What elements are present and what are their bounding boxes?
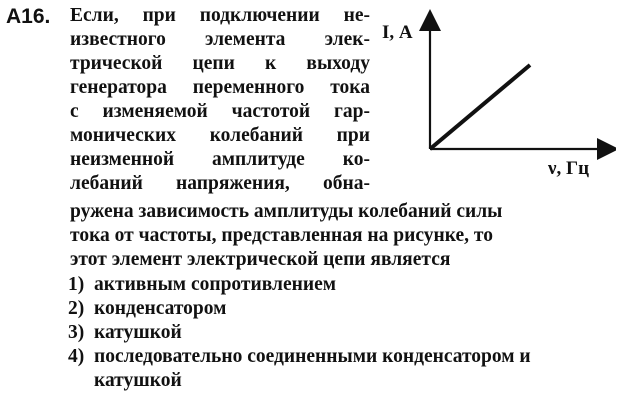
option-text: конденсатором [94, 298, 227, 319]
question-text-line: генератора переменного тока [70, 77, 370, 98]
question-text-line: тока от частоты, представленная на рисунке, то [70, 225, 493, 246]
question-text-line: этот элемент электрической цепи является [70, 249, 451, 270]
answer-option-2[interactable] [68, 297, 531, 321]
answer-option-4-continuation: катушкой [94, 370, 182, 391]
question-text-line: монических колебаний при [70, 125, 370, 146]
current-frequency-graph [376, 8, 616, 188]
question-text-line: неизменной амплитуде ко- [70, 149, 370, 170]
question-text-line: трической цепи к выходу [70, 53, 370, 74]
question-number: A16. [6, 5, 51, 28]
question-text-line: известного элемента элек- [70, 29, 370, 50]
question-text-line: Если, при подключении не- [70, 5, 370, 26]
option-number: 1) [68, 274, 85, 295]
answer-options [68, 273, 531, 393]
option-number: 3) [68, 322, 85, 343]
answer-option-1[interactable] [68, 273, 531, 297]
option-text: активным сопротивлением [94, 274, 337, 295]
option-number: 2) [68, 298, 85, 319]
question-text-line: с изменяемой частотой гар- [70, 101, 370, 122]
question-text-line: лебаний напряжения, обна- [70, 173, 370, 194]
option-text: последовательно соединенными конденсатором и [94, 346, 531, 367]
current-line [430, 65, 530, 149]
option-text: катушкой [94, 322, 182, 343]
y-axis-label: I, А [382, 22, 413, 43]
option-number: 4) [68, 346, 85, 367]
answer-option-4[interactable] [68, 345, 531, 369]
answer-option-3[interactable] [68, 321, 531, 345]
x-axis-label: ν, Гц [548, 158, 590, 179]
question-text-line: ружена зависимость амплитуды колебаний силы [70, 201, 503, 222]
